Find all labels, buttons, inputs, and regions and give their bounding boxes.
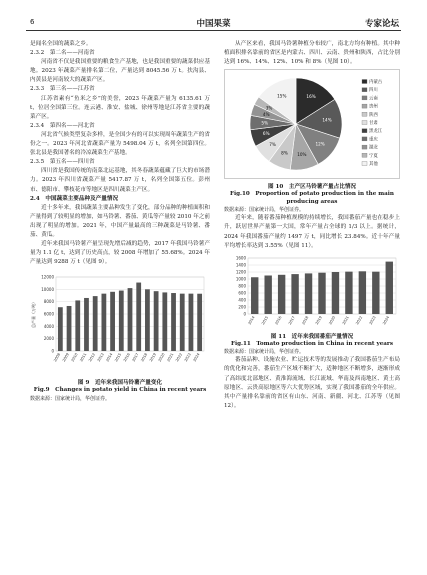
legend-entry: 内蒙古 [369, 80, 383, 86]
y-tick-label: 800 [238, 283, 246, 289]
bar [84, 298, 89, 351]
x-tick-label: 2014 [247, 315, 256, 326]
y-tick-label: 4000 [43, 324, 54, 330]
slice-label: 16% [306, 94, 316, 100]
bar [154, 292, 159, 352]
slice-label: 4% [262, 112, 270, 118]
slice-label: 5% [261, 120, 269, 126]
paragraph: 四川省是我国传统的南菜北运基地，其冬春蔬菜蕴藏了巨大的市场潜力。2023 年四川省蔬菜产量 5417.87 万 t，名列全国第五位。彭州市、德阳市、攀枝花市等地区是四川蔬菜主产区。 [30, 168, 210, 193]
figure-caption-english: Fig.10 Proportion of potato production in the main producing areas [230, 191, 394, 205]
legend-swatch [362, 121, 367, 125]
x-tick-label: 2019 [148, 352, 157, 363]
paragraph: 河北省气候类型复杂多样，是全国少有的可以实现周年蔬菜生产的省份之一。2023 年河北省蔬菜产量为 5498.04 万 t，名列全国第四位。张北县是我国著名的冷凉蔬菜生产基地。 [30, 131, 210, 157]
x-tick-label: 2015 [114, 352, 123, 363]
legend-entry: 宁夏 [369, 154, 378, 160]
slice-label: 7% [269, 142, 276, 148]
bar [75, 301, 80, 352]
y-tick-label: 1200 [235, 269, 246, 275]
y-tick-label: 600 [238, 290, 246, 296]
paragraph: 番茄品种、设施农业、贮运技术等的发展推动了我国番茄生产布局的优化和完善，番茄生产区域不断扩大，适种地区不断增多，逐渐形成了高纬度北部地区、黄淮海流域、长江流域、华南及西南地区、黄土高原地区、云贵高原地区等六大优势区域，实现了我国番茄的全年供应。其中产量排名靠前的省区有山东、河南、新疆、河北、江苏等（见图 12）。 [224, 357, 400, 409]
x-tick-label: 2017 [131, 352, 140, 363]
subsection-heading: 2.3.2 第二名——河南省 [30, 50, 95, 57]
slice-label: 14% [322, 117, 332, 123]
bar [359, 271, 366, 314]
legend-swatch [362, 104, 367, 108]
y-tick-label: 2000 [43, 336, 54, 342]
bar [197, 294, 202, 351]
bar [93, 296, 98, 351]
y-tick-label: 1000 [235, 276, 246, 282]
slice-label: 3% [265, 105, 273, 111]
figure-source: 数据来源：国家统计局，华创证券。 [30, 395, 111, 402]
bar [291, 274, 298, 314]
slice-label: 8% [281, 150, 288, 156]
y-tick-label: 6000 [43, 311, 54, 317]
x-tick-label: 2024 [382, 315, 391, 326]
legend-swatch [362, 162, 367, 166]
y-axis-label: 总产量（万吨） [31, 300, 36, 329]
bar [67, 306, 72, 351]
legend-entry: 贵州 [369, 104, 378, 110]
bar [386, 261, 393, 313]
legend-swatch [362, 88, 367, 92]
right-column [224, 40, 400, 411]
figure-source: 数据来源：国家统计局，华创证券。 [224, 207, 305, 214]
legend-entry: 陕西 [369, 113, 378, 119]
x-tick-label: 2020 [328, 315, 337, 326]
bar [332, 272, 339, 314]
legend-swatch [362, 129, 367, 133]
bar [251, 277, 258, 314]
legend-swatch [362, 145, 367, 149]
bar [345, 271, 352, 313]
bar [101, 294, 106, 351]
legend-entry: 四川 [369, 88, 378, 94]
slice-label: 6% [262, 131, 270, 137]
x-tick-label: 2019 [314, 315, 323, 326]
section-name: 专家论坛 [364, 19, 399, 29]
x-tick-label: 2021 [166, 352, 175, 363]
x-tick-label: 2018 [301, 315, 310, 326]
legend-swatch [362, 137, 367, 141]
slice-label: 15% [277, 93, 287, 99]
tomato-production-bar-chart [224, 253, 400, 329]
y-tick-label: 8000 [43, 299, 54, 305]
figure-caption: 图 11 近年来我国番茄产量情况 [270, 333, 354, 340]
subsection-heading: 2.3.4 第四名——河北省 [30, 122, 95, 129]
legend-entry: 重庆 [369, 137, 378, 143]
subsection-heading: 2.3.5 第五名——四川省 [30, 159, 95, 166]
x-tick-label: 2010 [70, 352, 79, 363]
page-number: 6 [30, 18, 35, 26]
paragraph: 近年来，随着番茄种植规模的持续增长，我国番茄产量也在稳步上升，跃居世界产量第一大国，常年产量占全球的 1/3 以上。据统计，2024 年我国番茄产量约 1497 万 t，同比增长 23.84%。近十年产量平均增长率达到 3.55%（见图 11）。 [224, 215, 400, 249]
potato-yield-bar-chart [30, 271, 210, 375]
x-tick-label: 2015 [261, 315, 270, 326]
x-tick-label: 2012 [88, 352, 97, 363]
legend-entry: 黑龙江 [369, 129, 383, 135]
x-tick-label: 2014 [105, 352, 114, 363]
figure-11 [224, 253, 400, 357]
y-tick-label: 1600 [235, 255, 246, 261]
bar [372, 271, 379, 313]
y-tick-label: 200 [238, 304, 246, 310]
paragraph: 近十多年来，我国蔬菜主要品种发生了变化，部分品种的种植面积和产量得到了较明显的增加，如马铃薯、番茄、黄瓜等产量较 2010 年之前出现了明显的增加。2021 年，中国产量最高的三种蔬菜是马铃薯、番茄、黄瓜。 [30, 204, 211, 238]
x-tick-label: 2022 [355, 315, 364, 326]
bar [128, 288, 133, 351]
legend-swatch [362, 96, 367, 100]
y-tick-label: 10000 [41, 287, 54, 293]
bar [189, 294, 194, 351]
left-column [30, 40, 210, 403]
figure-caption: 图 9 近年来我国马铃薯产量变化 [77, 380, 163, 387]
potato-region-pie-chart [224, 69, 400, 179]
figure-caption-english: Fig.11 Tomato production in China in recent years [231, 340, 393, 347]
y-tick-label: 400 [238, 297, 246, 303]
paragraph: 从产区来看，我国马铃薯种植分布较广，南北方均有种植。其中种植面积排名靠前的省区是内蒙古、四川、云南、贵州和陕西，占比分别达到 16%、14%、12%、10% 和 8%（见图 10）。 [224, 41, 400, 66]
y-tick-label: 0 [51, 348, 54, 354]
bar [318, 272, 325, 313]
slice-label: 10% [297, 152, 307, 158]
bar [119, 291, 124, 351]
bar [305, 273, 312, 314]
bar [278, 275, 285, 314]
journal-title: 中国果菜 [196, 19, 231, 29]
x-tick-label: 2017 [287, 315, 296, 326]
bar [180, 294, 185, 351]
legend-swatch [362, 154, 367, 158]
x-tick-label: 2016 [274, 315, 283, 326]
x-tick-label: 2021 [341, 315, 350, 326]
bar [58, 308, 63, 352]
paragraph: 江苏省素有“鱼米之乡”的美誉，2023 年蔬菜产量为 6135.61 万 t，位居全国第三位。连云港、淮安、盐城、徐州等地是江苏省主要的蔬菜产区。 [30, 95, 210, 120]
legend-entry: 甘肃 [369, 121, 378, 127]
paragraph: 是闻名全国的蔬菜之乡。 [30, 41, 92, 47]
y-tick-label: 1400 [235, 262, 246, 268]
x-tick-label: 2024 [192, 352, 201, 363]
figure-caption-english: Fig.9 Changes in potato yield in China in recent years [33, 387, 207, 394]
bar [264, 275, 271, 314]
legend-entry: 其他 [369, 162, 378, 168]
bar [171, 293, 176, 351]
figure-9 [30, 271, 210, 403]
paragraph: 近年来我国马铃薯产量呈现先增后减的趋势，2017 年我国马铃薯产量为 1.1 亿 t，达到了历史高点，较 2008 年增加了 55.68%。2024 年产量达到 9288 万 t（见图 9）。 [30, 241, 210, 266]
x-tick-label: 2008 [53, 352, 62, 363]
legend-swatch [362, 113, 367, 117]
bar [136, 283, 141, 351]
x-tick-label: 2018 [140, 352, 149, 363]
slice-label: 12% [315, 141, 325, 147]
x-tick-label: 2023 [183, 352, 192, 363]
x-tick-label: 2013 [96, 352, 105, 363]
x-tick-label: 2023 [368, 315, 377, 326]
bar [145, 290, 150, 352]
bar [162, 293, 167, 352]
x-tick-label: 2009 [61, 352, 70, 363]
figure-10 [224, 69, 400, 214]
running-header [26, 16, 401, 31]
x-tick-label: 2022 [175, 352, 184, 363]
figure-source: 数据来源：国家统计局，华创证券。 [224, 349, 305, 356]
legend-entry: 云南 [369, 96, 378, 102]
section-heading: 2.4 中国蔬菜主要品种及产量情况 [30, 195, 119, 202]
x-tick-label: 2020 [157, 352, 166, 363]
legend-entry: 湖北 [369, 145, 378, 151]
bar [110, 292, 115, 351]
legend-swatch [362, 80, 367, 84]
y-tick-label: 12000 [41, 274, 54, 280]
subsection-heading: 2.3.3 第三名——江苏省 [30, 86, 95, 93]
x-tick-label: 2016 [122, 352, 131, 363]
x-tick-label: 2011 [79, 352, 88, 363]
paragraph: 河南省不仅是我国重要的粮食生产基地，也是我国重要的蔬菜供应基地。2023 年蔬菜产量排名第二位，产量达到 8045.56 万 t。扶沟县、内黄县是河南较大的蔬菜产区。 [30, 59, 210, 84]
figure-caption: 图 10 主产区马铃薯产量占比情况 [267, 184, 357, 191]
y-tick-label: 0 [243, 311, 246, 317]
